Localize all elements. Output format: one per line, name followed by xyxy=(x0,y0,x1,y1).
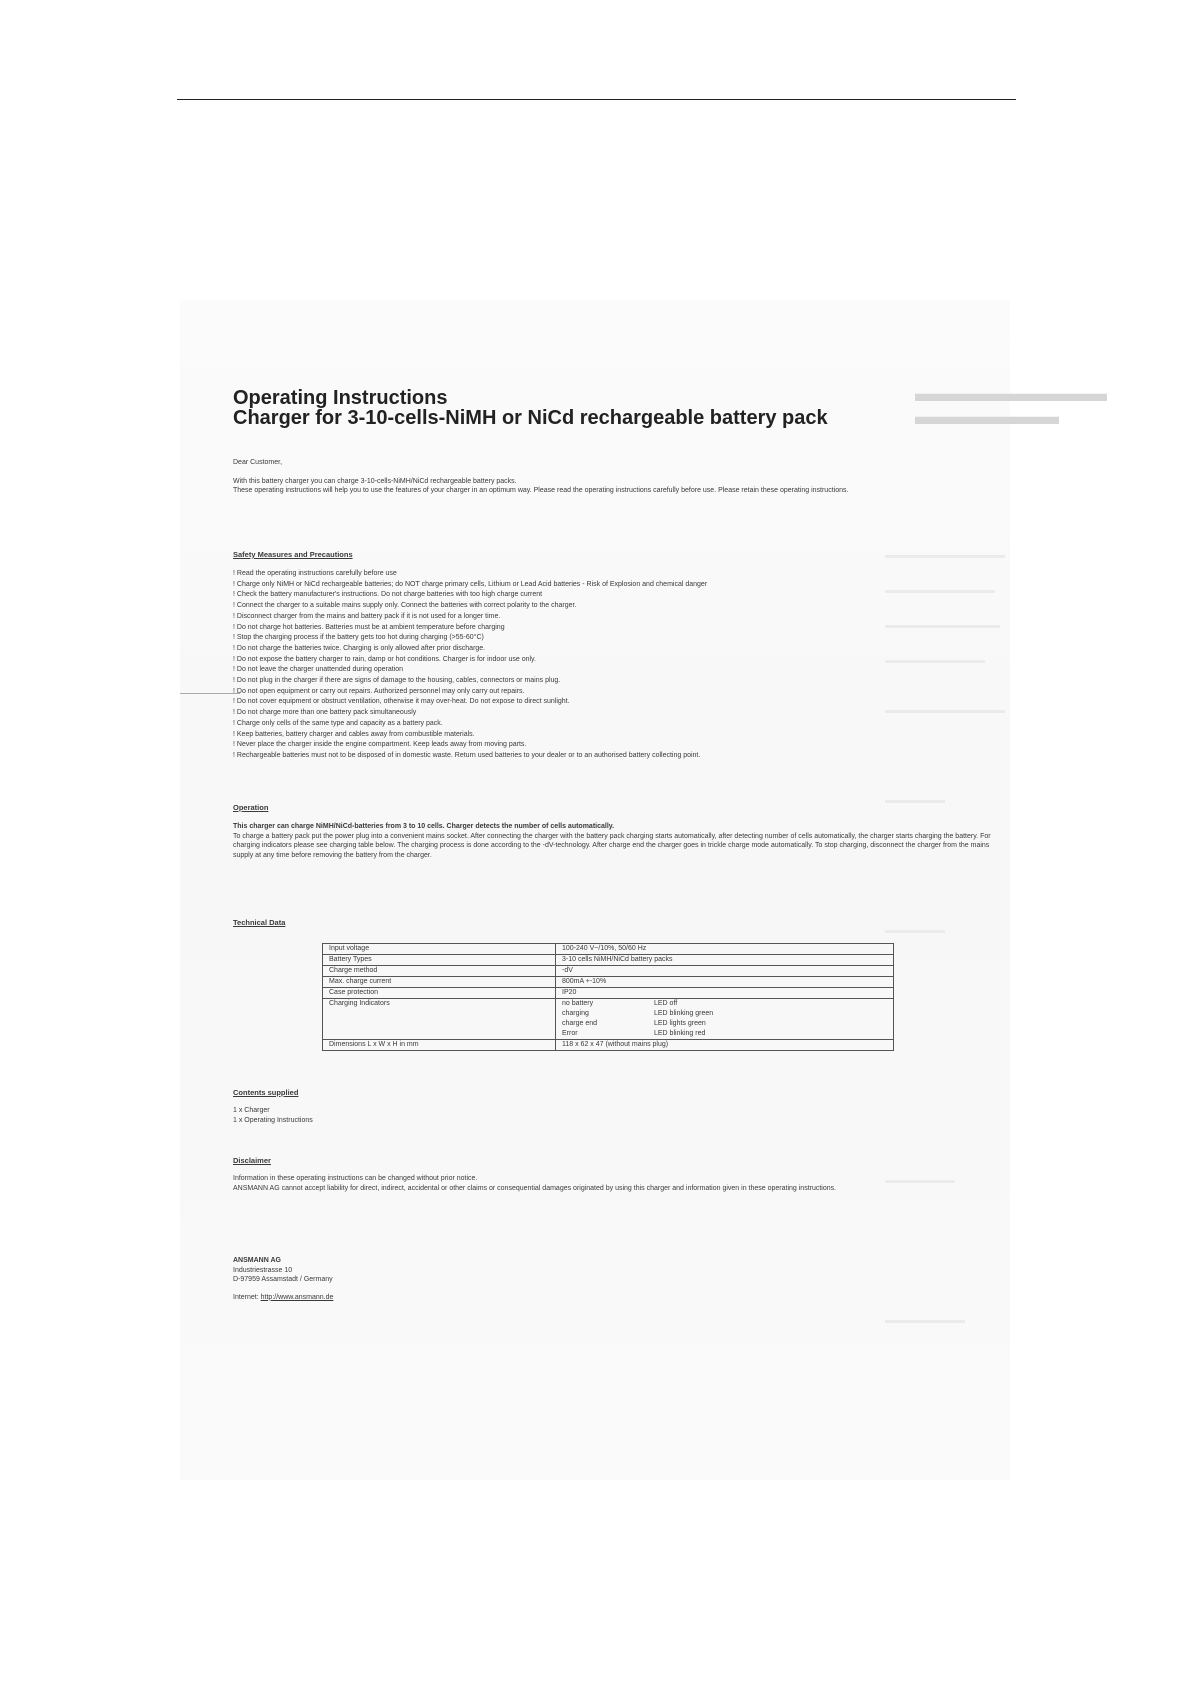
table-row xyxy=(323,966,894,977)
indicator-label-cell: Charging Indicators xyxy=(323,999,556,1040)
indicator-led: LED blinking red xyxy=(654,1030,706,1037)
spec-value-cell: -dV xyxy=(556,966,894,977)
safety-item: ! Keep batteries, battery charger and cables away from combustible materials. xyxy=(233,730,475,738)
header-rule xyxy=(177,99,1016,100)
intro-paragraph-1: With this battery charger you can charge 3-10-cells-NiMH/NiCd rechargeable battery packs. xyxy=(233,477,517,485)
spec-label-cell: Input voltage xyxy=(323,944,556,955)
operation-section xyxy=(233,803,1003,860)
spec-label-cell: Case protection xyxy=(323,988,556,999)
table-row xyxy=(323,977,894,988)
indicator-grid xyxy=(562,999,887,1039)
website-link[interactable]: http://www.ansmann.de xyxy=(260,1293,334,1301)
company-city: D-97959 Assamstadt / Germany xyxy=(233,1276,333,1283)
indicator-cell xyxy=(556,999,894,1040)
disclaimer-text-1: Information in these operating instructions can be changed without prior notice. xyxy=(233,1175,478,1182)
table-row xyxy=(323,988,894,999)
operation-lead: This charger can charge NiMH/NiCd-batteries from 3 to 10 cells. Charger detects the number of cells automatically. xyxy=(233,823,615,830)
disclaimer-heading: Disclaimer xyxy=(233,1156,271,1165)
disclaimer-section xyxy=(233,1156,1003,1193)
safety-item: ! Do not plug in the charger if there are signs of damage to the housing, cables, connectors or mains plug. xyxy=(233,677,561,685)
spec-value-cell: IP20 xyxy=(556,988,894,999)
safety-item: ! Do not charge more than one battery pack simultaneously xyxy=(233,709,417,717)
safety-item: ! Do not leave the charger unattended during operation xyxy=(233,666,404,674)
bleed-through-line xyxy=(885,930,945,933)
table-row xyxy=(323,955,894,966)
operation-text: To charge a battery pack put the power plug into a convenient mains socket. After connecting the charger with the battery pack charging starts automatically, after detecting number of cells automatically, the charger starts charging the battery. For charging indicators please see charging table below. The charging process is done according to the -dV-technology. After charge end the charger goes in trickle charge mode automatically. To stop charging, disconnect the charger from the mains supply at any time before removing the battery from the charger. xyxy=(233,832,991,859)
safety-item: ! Connect the charger to a suitable mains supply only. Connect the batteries with correct polarity to the charger. xyxy=(233,602,577,610)
safety-item: ! Do not expose the battery charger to rain, damp or hot conditions. Charger is for indoor use only. xyxy=(233,655,536,663)
indicator-state: charge end xyxy=(562,1020,598,1027)
contents-section xyxy=(233,1088,1003,1125)
company-street: Industriestrasse 10 xyxy=(233,1266,293,1274)
safety-item: ! Disconnect charger from the mains and battery pack if it is not used for a longer time. xyxy=(233,612,501,620)
bleed-through-text-2: ▬▬▬▬▬▬ xyxy=(915,403,1059,430)
title-block xyxy=(233,388,1003,428)
table-row xyxy=(323,944,894,955)
dimensions-label-cell: Dimensions L x W x H in mm xyxy=(323,1040,556,1051)
safety-item: ! Never place the charger inside the engine compartment. Keep leads away from moving parts. xyxy=(233,741,527,749)
spec-label-cell: Max. charge current xyxy=(323,977,556,988)
safety-item: ! Stop the charging process if the battery gets too hot during charging (>55-60°C) xyxy=(233,634,484,642)
salutation: Dear Customer, xyxy=(233,459,283,466)
contents-item-2: 1 x Operating Instructions xyxy=(233,1116,313,1124)
safety-item: ! Read the operating instructions carefully before use xyxy=(233,570,397,577)
safety-item: ! Charge only NiMH or NiCd rechargeable batteries; do NOT charge primary cells, Lithium or Lead Acid batteries - Risk of Explosion and chemical danger xyxy=(233,580,708,588)
internet-line xyxy=(233,1293,1003,1303)
disclaimer-text-2: ANSMANN AG cannot accept liability for direct, indirect, accidental or other claims or consequential damages originated by using this charger and information given in these operating instructions. xyxy=(233,1184,837,1192)
indicator-state: charging xyxy=(562,1010,589,1017)
safety-item: ! Do not open equipment or carry out repairs. Authorized personnel may only carry out repairs. xyxy=(233,687,525,695)
safety-item: ! Check the battery manufacturer's instructions. Do not charge batteries with too high charge current xyxy=(233,591,543,599)
indicator-led: LED lights green xyxy=(654,1020,706,1027)
title-line-2: Charger for 3-10-cells-NiMH or NiCd rechargeable battery pack xyxy=(233,407,828,429)
indicator-led: LED blinking green xyxy=(654,1010,714,1017)
contents-item-1: 1 x Charger xyxy=(233,1107,270,1114)
scan-artifact-line xyxy=(180,693,240,694)
title-line-1: Operating Instructions xyxy=(233,387,448,409)
safety-section xyxy=(233,550,1003,762)
dimensions-value-cell: 118 x 62 x 47 (without mains plug) xyxy=(556,1040,894,1051)
intro xyxy=(233,458,1003,496)
bleed-through-text: ▬▬▬▬▬▬▬▬ xyxy=(915,380,1107,407)
table-row xyxy=(323,1040,894,1051)
safety-item: ! Do not cover equipment or obstruct ventilation, otherwise it may over-heat. Do not expose to direct sunlight. xyxy=(233,698,570,706)
company-name: ANSMANN AG xyxy=(233,1257,281,1264)
spec-value-cell: 100-240 V~/10%, 50/60 Hz xyxy=(556,944,894,955)
tech-data-table xyxy=(322,943,894,1051)
operation-heading: Operation xyxy=(233,803,269,812)
table-row xyxy=(323,999,894,1040)
bleed-through-line xyxy=(885,1320,965,1323)
indicator-state: Error xyxy=(562,1030,578,1037)
spec-label-cell: Battery Types xyxy=(323,955,556,966)
safety-item: ! Charge only cells of the same type and capacity as a battery pack. xyxy=(233,719,443,727)
spec-label-cell: Charge method xyxy=(323,966,556,977)
spec-value-cell: 3-10 cells NiMH/NiCd battery packs xyxy=(556,955,894,966)
indicator-led: LED off xyxy=(654,1000,678,1007)
safety-item: ! Do not charge hot batteries. Batteries must be at ambient temperature before charging xyxy=(233,623,505,631)
scanned-page xyxy=(180,300,1107,1480)
safety-item: ! Rechargeable batteries must not to be disposed of in domestic waste. Return used batteries to your dealer or to an authorised battery collecting point. xyxy=(233,751,701,759)
intro-paragraph-2: These operating instructions will help you to use the features of your charger in an optimum way. Please read the operating instructions carefully before use. Please retain these operating instructions. xyxy=(233,487,849,494)
indicator-state: no battery xyxy=(562,1000,594,1007)
tech-heading: Technical Data xyxy=(233,918,286,927)
contents-heading: Contents supplied xyxy=(233,1088,299,1097)
address-block xyxy=(233,1256,1003,1302)
safety-heading: Safety Measures and Precautions xyxy=(233,550,353,559)
tech-section xyxy=(233,918,1003,927)
safety-item: ! Do not charge the batteries twice. Charging is only allowed after prior discharge. xyxy=(233,644,486,652)
internet-label: Internet: xyxy=(233,1293,259,1301)
spec-value-cell: 800mA +-10% xyxy=(556,977,894,988)
safety-list xyxy=(233,569,1003,762)
